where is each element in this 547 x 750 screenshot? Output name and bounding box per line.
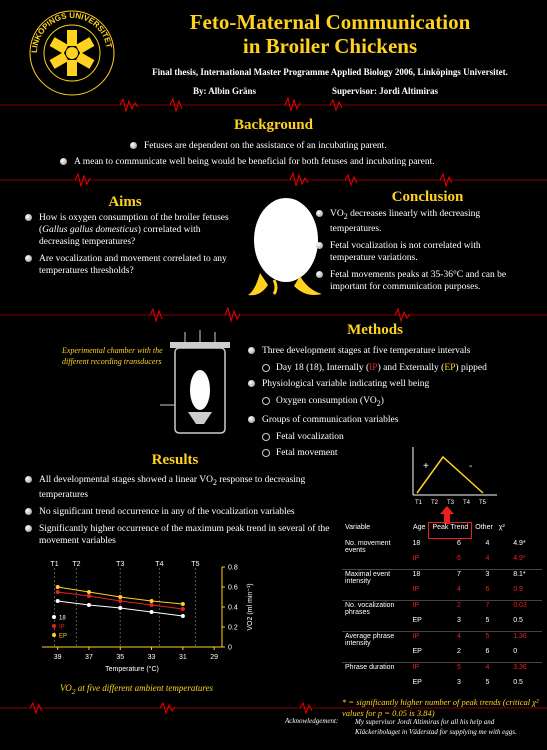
table-cell-variable: Average phrase intensity <box>345 633 395 647</box>
data-point-EP <box>118 595 122 599</box>
data-point-18 <box>150 610 154 614</box>
data-point-18 <box>87 603 91 607</box>
table-cell: 4 <box>456 586 461 593</box>
table-cell: 0 <box>513 648 518 655</box>
y-tick-label: 0.6 <box>228 584 238 592</box>
data-point-18 <box>118 606 122 610</box>
divider-wave-2 <box>0 170 547 190</box>
trend-label: T2 <box>431 500 439 506</box>
list-item: Fetuses are dependent on the assistance of an incubating parent. <box>130 140 530 152</box>
chart-caption: $VO_2$ at five different ambient temperatures <box>60 683 214 696</box>
period-label: T3 <box>116 561 125 568</box>
chamber-caption: Experimental chamber with the different recording transducers <box>62 346 163 366</box>
poster-title: Feto-Maternal Communication in Broiler Chickens <box>189 10 471 58</box>
y-tick-label: 0.2 <box>228 624 238 632</box>
poster-subtitle: Final thesis, International Master Programme Applied Biology 2006, Linköpings Universitet. <box>152 67 508 77</box>
trend-label: T3 <box>447 500 455 506</box>
data-point-IP <box>56 590 60 594</box>
table-row <box>342 539 542 554</box>
acknowledgement-text: My supervisor Jordi Altimiras for all his help and Kläckeribolaget in Väderstad for supplying me with eggs. <box>355 718 517 736</box>
table-cell-variable: Phrase duration <box>345 664 395 671</box>
list-item: No significant trend occurrence in any of the vocalization variables <box>25 506 330 518</box>
table-row <box>342 570 542 586</box>
table-cell-variable: No. movement events <box>345 540 391 554</box>
table-cell-variable: Maximal event intensity <box>345 571 391 585</box>
legend-label: 18 <box>59 615 66 622</box>
table-cell: IP <box>412 664 420 671</box>
list-item: Groups of communication variables <box>248 414 538 426</box>
table-cell: 7 <box>485 602 490 609</box>
legend-marker-18 <box>52 615 56 619</box>
table-cell: 4.9* <box>513 555 526 562</box>
table-cell: 6 <box>485 648 490 655</box>
stats-table <box>342 522 542 719</box>
data-point-EP <box>150 599 154 603</box>
table-cell: EP <box>412 617 422 624</box>
y-tick-label: 0 <box>228 644 232 652</box>
table-cell: 0.5 <box>513 617 523 624</box>
table-cell: 0.9 <box>513 586 523 593</box>
list-item: Physiological variable indicating well being <box>248 378 538 390</box>
author: By: Albin Gräns <box>193 86 257 96</box>
table-header: Variable <box>345 523 371 531</box>
table-cell: IP <box>412 555 420 562</box>
aims-list <box>25 212 240 282</box>
data-point-IP <box>181 607 185 611</box>
list-item: A mean to communicate well being would be beneficial for both fetuses and incubating parent. <box>60 156 540 168</box>
table-cell: 1.36 <box>513 633 527 640</box>
table-cell: 0.5 <box>513 679 523 686</box>
data-point-EP <box>56 585 60 589</box>
stats-rows <box>342 539 542 693</box>
svg-text:LINKÖPINGS UNIVERSITET: LINKÖPINGS UNIVERSITET <box>29 10 114 54</box>
trend-label: T4 <box>463 500 471 506</box>
table-cell: 3 <box>485 571 490 578</box>
conclusion-heading: Conclusion <box>391 189 464 205</box>
list-item: Significantly higher occurrence of the maximum peak trend in several of the movement variables <box>25 523 330 547</box>
table-cell: 2 <box>456 648 461 655</box>
list-item: $VO_2$ decreases linearly with decreasing temperatures. <box>316 208 511 235</box>
list-subitem: Fetal vocalization <box>262 431 538 443</box>
y-tick-label: 0.8 <box>228 564 238 572</box>
table-cell: EP <box>412 648 422 655</box>
background-list-2 <box>60 156 540 173</box>
list-item: Three development stages at five temperature intervals <box>248 345 538 357</box>
data-point-18 <box>56 599 60 603</box>
table-cell: IP <box>412 633 420 640</box>
table-cell: 6 <box>485 586 490 593</box>
table-header: Peak Trend <box>429 523 472 539</box>
table-header: Age <box>413 523 426 531</box>
table-cell: 4 <box>485 664 490 671</box>
background-list <box>130 140 530 157</box>
period-label: T5 <box>191 561 200 568</box>
methods-heading: Methods <box>347 322 403 338</box>
period-label: T1 <box>50 561 59 568</box>
table-cell: 3 <box>456 679 461 686</box>
table-cell: 4.9* <box>513 540 526 547</box>
data-point-IP <box>118 599 122 603</box>
list-item: Fetal movements peaks at 35-36°C and can be important for communication purposes. <box>316 269 511 293</box>
table-cell: 4 <box>456 633 461 640</box>
aims-heading: Aims <box>108 194 142 210</box>
period-label: T4 <box>155 561 164 568</box>
table-cell: 4 <box>485 540 490 547</box>
table-cell: 7 <box>456 571 461 578</box>
table-cell: 4 <box>485 555 490 562</box>
table-header: χ² <box>498 523 505 531</box>
table-cell: IP <box>412 586 420 593</box>
vo2-chart <box>22 555 277 680</box>
y-tick-label: 0.4 <box>228 604 238 612</box>
trend-minus: - <box>469 461 473 472</box>
table-cell: 5 <box>485 679 490 686</box>
list-item: Fetal vocalization is not correlated with temperature variations. <box>316 240 511 264</box>
trend-plus: + <box>423 461 429 472</box>
table-cell: 6 <box>456 555 461 562</box>
supervisor: Supervisor: Jordi Altimiras <box>332 86 438 96</box>
table-row <box>342 632 542 648</box>
table-cell: 5 <box>485 633 490 640</box>
peak-trend-diagram <box>405 443 500 511</box>
acknowledgement-label: Acknowledgement: <box>285 717 339 725</box>
legend-marker-EP <box>52 633 56 637</box>
table-cell: 8.1* <box>513 571 526 578</box>
x-tick-label: 31 <box>178 654 187 661</box>
data-point-EP <box>87 590 91 594</box>
results-list <box>25 474 330 552</box>
table-cell: 5 <box>456 664 461 671</box>
table-cell-variable: No. vocalization phrases <box>345 602 395 616</box>
table-cell: IP <box>412 602 420 609</box>
data-point-EP <box>181 602 185 606</box>
experimental-chamber-diagram <box>150 330 240 440</box>
table-cell: EP <box>412 679 422 686</box>
data-point-18 <box>181 614 185 618</box>
list-subitem: Fetal movement <box>262 447 538 459</box>
divider-wave-1 <box>0 95 547 115</box>
y-axis-label: VO2 (ml min⁻¹) <box>247 583 254 631</box>
table-cell: 3.36 <box>513 664 527 671</box>
table-footnote: * = significantly higher number of peak trends (critical χ² values for p = 0.05 is 3.84) <box>342 697 539 718</box>
x-axis-label: Temperature (°C) <box>105 666 159 673</box>
table-row <box>342 663 542 679</box>
x-tick-label: 39 <box>53 654 62 661</box>
table-cell: 18 <box>412 540 421 547</box>
table-cell: 0.03 <box>513 602 527 609</box>
table-cell: 18 <box>412 571 421 578</box>
legend-label: IP <box>59 624 65 631</box>
table-cell: 3 <box>456 617 461 624</box>
table-cell: 2 <box>456 602 461 609</box>
table-row <box>342 601 542 617</box>
data-point-IP <box>87 594 91 598</box>
list-item: Are vocalization and movement correlated to any temperatures thresholds? <box>25 253 240 277</box>
x-tick-label: 35 <box>116 654 125 661</box>
background-heading: Background <box>234 117 313 133</box>
results-heading: Results <box>151 452 199 468</box>
x-tick-label: 33 <box>147 654 156 661</box>
table-cell: 6 <box>456 540 461 547</box>
trend-label: T1 <box>415 500 423 506</box>
x-tick-label: 29 <box>210 654 219 661</box>
legend-label: EP <box>59 633 68 640</box>
period-label: T2 <box>72 561 81 568</box>
x-tick-label: 37 <box>85 654 93 661</box>
list-subitem: Day 18 (18), Internally (IP) and Externally (EP) pipped <box>262 362 538 374</box>
data-point-IP <box>150 603 154 607</box>
university-logo <box>27 8 117 98</box>
trend-label: T5 <box>479 500 487 506</box>
list-item: How is oxygen consumption of the broiler fetuses (Gallus gallus domesticus) correlated with decreasing temperatures? <box>25 212 240 248</box>
table-header-row <box>342 523 508 539</box>
table-cell: 5 <box>485 617 490 624</box>
table-body <box>342 539 542 693</box>
list-item: All developmental stages showed a linear $VO_2$ response to decreasing temperatures <box>25 474 330 501</box>
list-subitem: Oxygen consumption $(VO_2)$ <box>262 395 538 410</box>
legend-marker-IP <box>52 624 56 628</box>
table-header: Other <box>475 523 493 531</box>
conclusion-list <box>316 208 511 298</box>
divider-wave-3 <box>0 305 547 325</box>
